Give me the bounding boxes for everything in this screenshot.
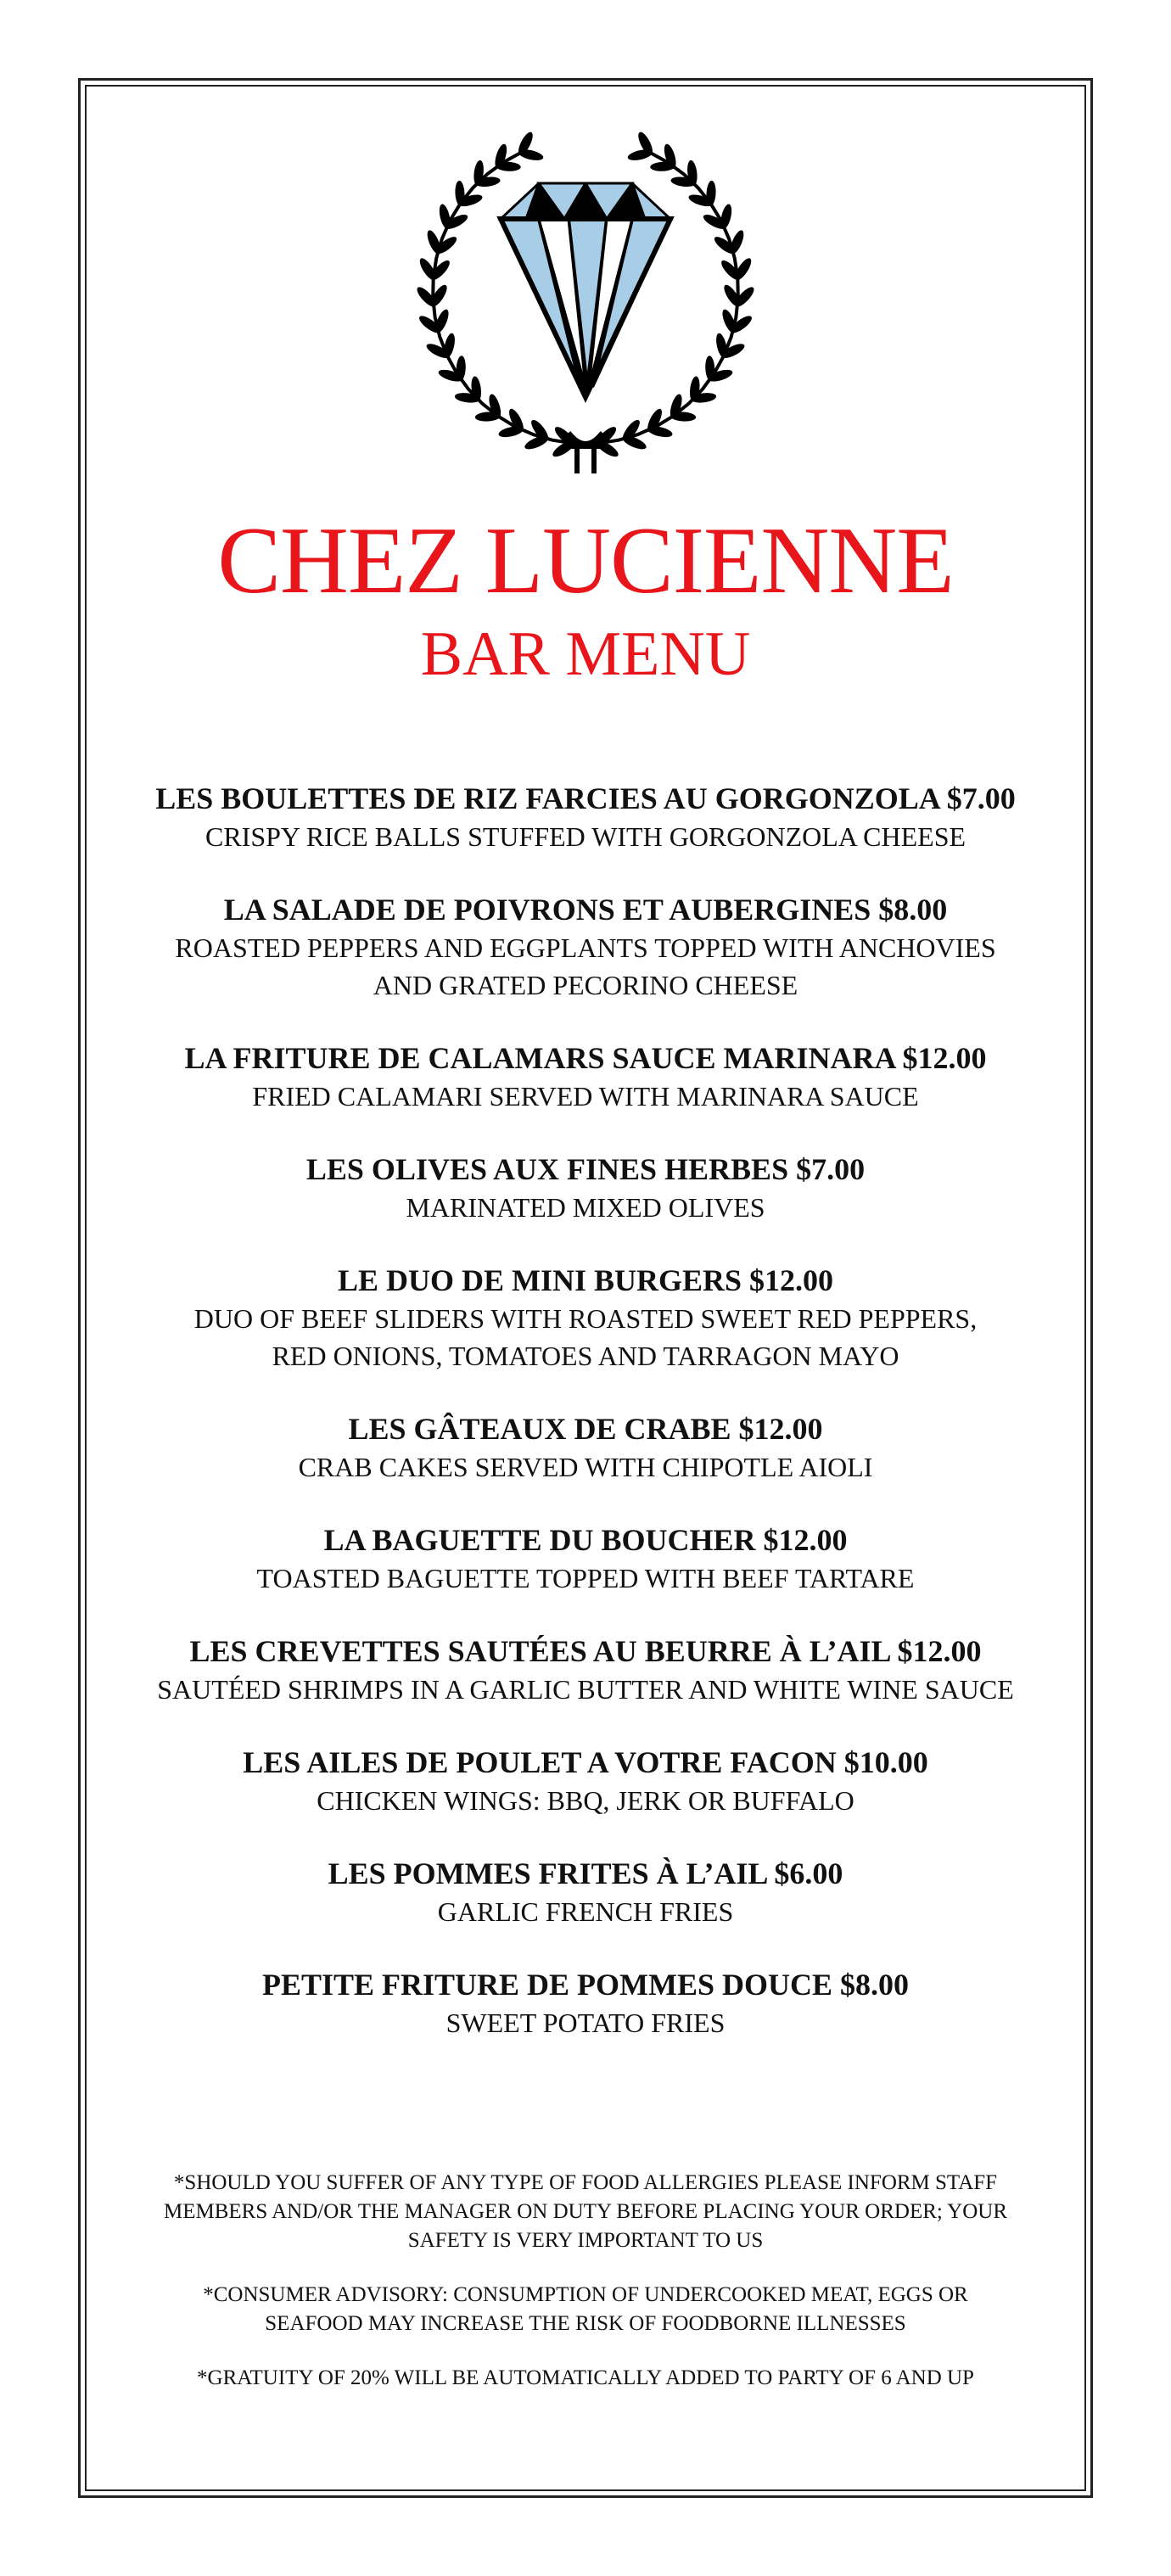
menu-item-description: SAUTÉED SHRIMPS IN A GARLIC BUTTER AND WHITE WINE SAUCE	[157, 1674, 1014, 1705]
menu-item-name: LES GÂTEAUX DE CRABE $12.00	[348, 1412, 823, 1446]
menu-item	[85, 1150, 1086, 1226]
menu-item-description: AND GRATED PECORINO CHEESE	[373, 970, 798, 1000]
menu-item	[85, 1261, 1086, 1375]
menu-item-description: CRISPY RICE BALLS STUFFED WITH GORGONZOLA CHEESE	[205, 821, 966, 852]
restaurant-name: CHEZ LUCIENNE	[217, 508, 954, 613]
note-line: *CONSUMER ADVISORY: CONSUMPTION OF UNDERCOOKED MEAT, EGGS OR	[203, 2283, 968, 2306]
menu-item	[85, 1039, 1086, 1115]
menu-item-name: LE DUO DE MINI BURGERS $12.00	[337, 1263, 834, 1297]
menu-item-description: SWEET POTATO FRIES	[445, 2008, 726, 2038]
consumer-advisory-note	[85, 2281, 1086, 2338]
menu-item-description: MARINATED MIXED OLIVES	[406, 1192, 765, 1223]
menu-item	[85, 1854, 1086, 1930]
menu-item-name: LES CREVETTES SAUTÉES AU BEURRE À L’AIL $12.00	[189, 1634, 982, 1668]
note-line: *GRATUITY OF 20% WILL BE AUTOMATICALLY ADDED TO PARTY OF 6 AND UP	[197, 2366, 974, 2389]
menu-item-name: LES OLIVES AUX FINES HERBES $7.00	[305, 1152, 866, 1186]
menu-list	[85, 779, 1086, 2076]
menu-item-name: LA FRITURE DE CALAMARS SAUCE MARINARA $12.00	[184, 1041, 987, 1075]
diamond-laurel-wreath-logo-icon	[399, 117, 772, 499]
menu-item-description: ROASTED PEPPERS AND EGGPLANTS TOPPED WITH ANCHOVIES	[175, 932, 996, 963]
menu-item	[85, 1520, 1086, 1597]
menu-item	[85, 1965, 1086, 2041]
menu-item-name: LES POMMES FRITES À L’AIL $6.00	[328, 1856, 843, 1890]
wreath-ribbon-icon	[565, 433, 606, 473]
menu-item-name: LES AILES DE POULET A VOTRE FACON $10.00	[243, 1745, 928, 1779]
menu-item	[85, 779, 1086, 855]
menu-item	[85, 890, 1086, 1004]
menu-item	[85, 1743, 1086, 1819]
menu-item	[85, 1409, 1086, 1486]
gratuity-note	[85, 2364, 1086, 2393]
menu-item	[85, 1632, 1086, 1708]
menu-item-name: LA SALADE DE POIVRONS ET AUBERGINES $8.00	[223, 893, 948, 927]
note-line: SAFETY IS VERY IMPORTANT TO US	[407, 2229, 764, 2252]
menu-subtitle: BAR MENU	[420, 619, 751, 689]
menu-item-name: LA BAGUETTE DU BOUCHER $12.00	[323, 1523, 848, 1557]
menu-item-name: LES BOULETTES DE RIZ FARCIES AU GORGONZOLA $7.00	[155, 781, 1016, 815]
menu-item-description: DUO OF BEEF SLIDERS WITH ROASTED SWEET RED PEPPERS,	[193, 1303, 978, 1334]
menu-item-name: PETITE FRITURE DE POMMES DOUCE $8.00	[261, 1968, 910, 2002]
menu-item-description: TOASTED BAGUETTE TOPPED WITH BEEF TARTARE	[256, 1563, 915, 1593]
menu-item-description: FRIED CALAMARI SERVED WITH MARINARA SAUCE	[252, 1081, 919, 1112]
menu-item-description: CRAB CAKES SERVED WITH CHIPOTLE AIOLI	[298, 1452, 873, 1482]
footnotes	[85, 2169, 1086, 2418]
menu-item-description: CHICKEN WINGS: BBQ, JERK OR BUFFALO	[317, 1785, 854, 1816]
diamond-icon	[501, 183, 670, 397]
note-line: SEAFOOD MAY INCREASE THE RISK OF FOODBORNE ILLNESSES	[265, 2312, 906, 2335]
allergy-note	[85, 2169, 1086, 2255]
menu-item-description: RED ONIONS, TOMATOES AND TARRAGON MAYO	[272, 1341, 899, 1371]
note-line: MEMBERS AND/OR THE MANAGER ON DUTY BEFORE PLACING YOUR ORDER; YOUR	[163, 2200, 1008, 2223]
note-line: *SHOULD YOU SUFFER OF ANY TYPE OF FOOD ALLERGIES PLEASE INFORM STAFF	[173, 2171, 998, 2194]
menu-item-description: GARLIC FRENCH FRIES	[437, 1896, 734, 1927]
